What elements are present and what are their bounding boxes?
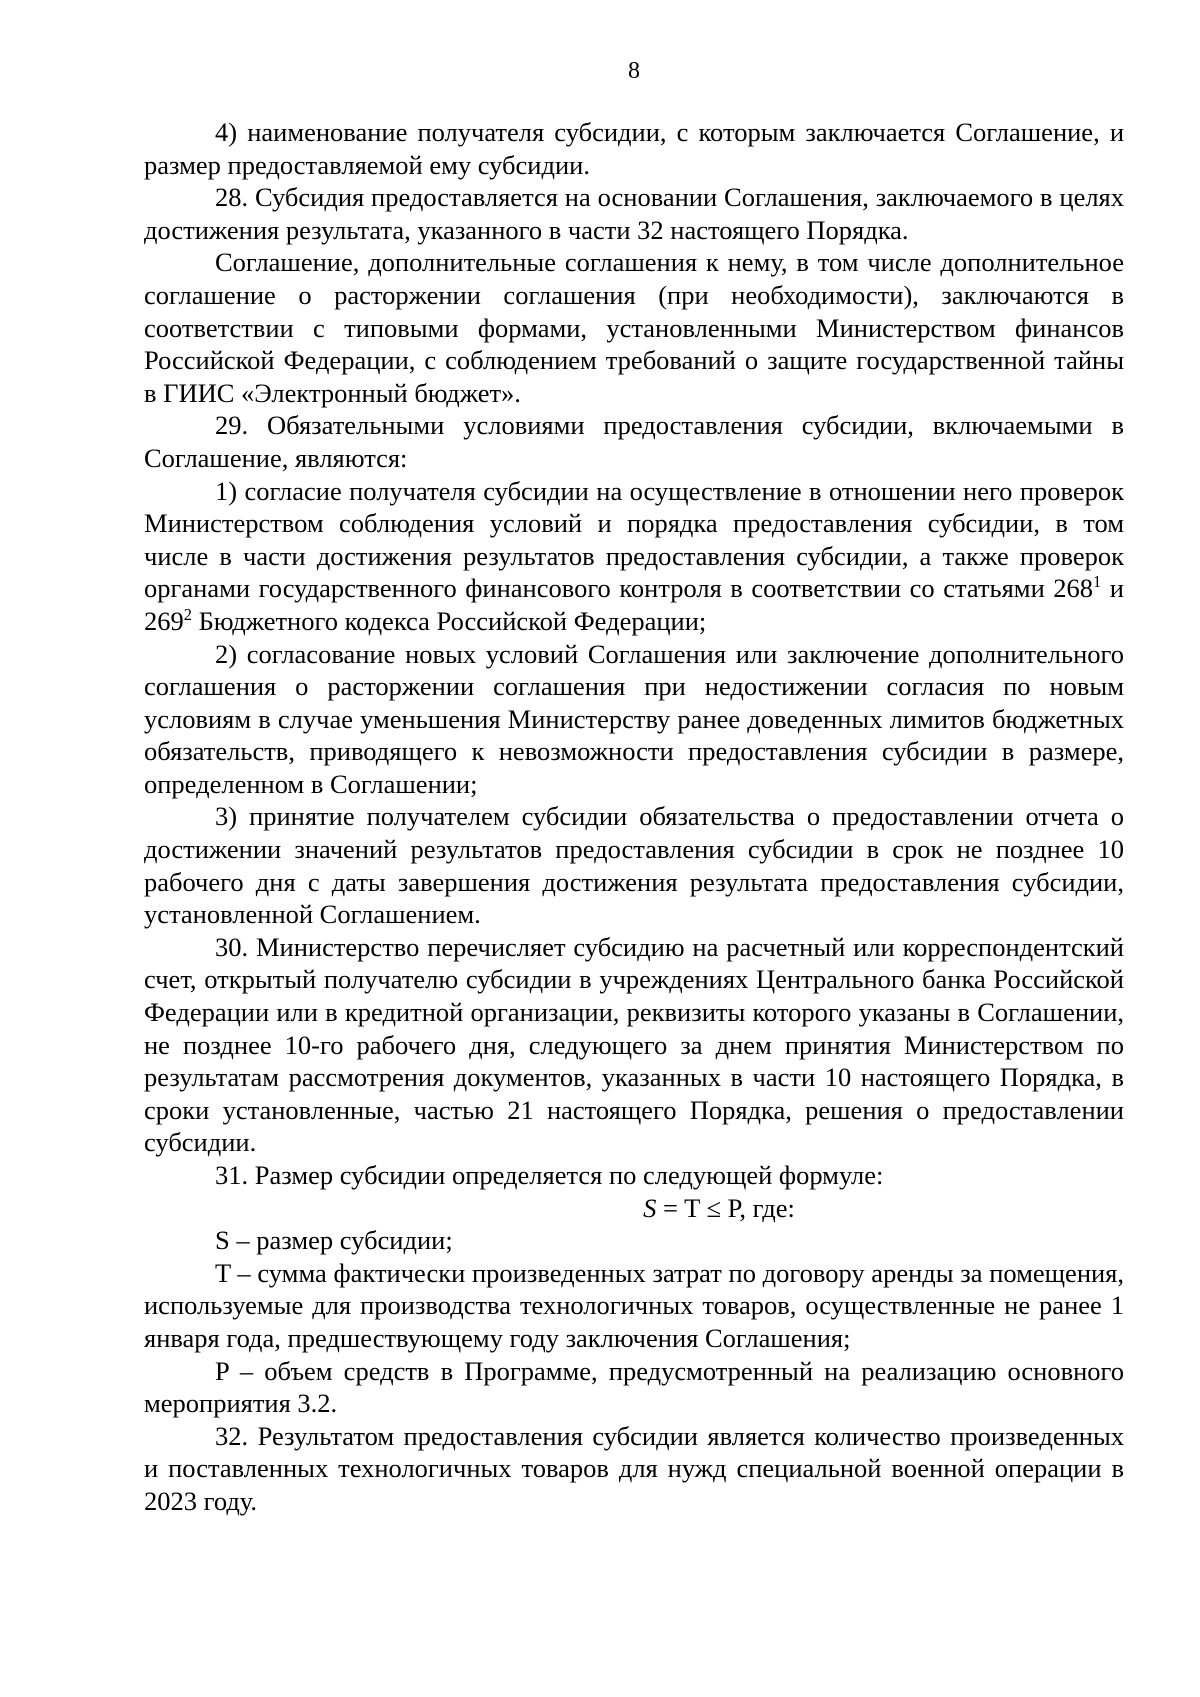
paragraph-28-agreement-forms: Соглашение, дополнительные соглашения к нему, в том числе дополнительное соглашение о расторжении соглашения (при необходимости), заключаются в соответствии с типовыми формами, установленными Министерством финансов Российской Федерации, с соблюдением требований о защите государственной тайны в ГИИС «Электронный бюджет». [144,247,1124,408]
paragraph-29-item-1-text-a: 1) согласие получателя субсидии на осуществление в отношении него проверок Министерством соблюдения условий и порядка предоставления субсидии, в том числе в части достижения результатов предоставления субсидии, а также проверок органами государственного финансового контроля в соответствии со статьями 268 [144,475,1124,604]
definition-s: S – размер субсидии; [215,1225,453,1256]
formula-suffix: , где: [739,1192,795,1223]
paragraph-29-item-1-text-c: Бюджетного кодекса Российской Федерации; [191,605,707,636]
definition-t: T – сумма фактически произведенных затрат по договору аренды за помещения, используемые для производства технологичных товаров, осуществленные не ранее 1 января года, предшествующему году заключения Соглашения; [144,1257,1124,1353]
definition-p: P – объем средств в Программе, предусмотренный на реализацию основного мероприятия 3.2. [144,1355,1124,1419]
document-page [144,0,1124,1697]
superscript-2: 2 [183,604,192,624]
paragraph-29-item-2: 2) согласование новых условий Соглашения или заключение дополнительного соглашения о расторжении соглашения при недостижении согласия по новым условиям в случае уменьшения Министерству ранее доведенных лимитов бюджетных обязательств, приводящего к невозможности предоставления субсидии в размере, определенном в Соглашении; [144,638,1124,799]
page-number: 8 [628,58,640,84]
paragraph-29-item-1 [144,475,1124,638]
formula-lhs: S [643,1192,657,1223]
document-body [144,116,1124,1518]
paragraph-29-item-1-text-b: и 269 [144,573,1124,636]
subsidy-formula [144,1192,1124,1225]
paragraph-item-4: 4) наименование получателя субсидии, с которым заключается Соглашение, и размер предоставляемой ему субсидии. [144,117,1124,180]
paragraph-31: 31. Размер субсидии определяется по следующей формуле: [215,1160,884,1190]
paragraph-29: 29. Обязательными условиями предоставления субсидии, включаемыми в Соглашение, являются: [144,410,1124,473]
paragraph-28: 28. Субсидия предоставляется на основании Соглашения, заключаемого в целях достижения результата, указанного в части 32 настоящего Порядка. [144,182,1124,245]
paragraph-32: 32. Результатом предоставления субсидии является количество произведенных и поставленных технологичных товаров для нужд специальной военной операции в 2023 году. [144,1420,1124,1516]
paragraph-30: 30. Министерство перечисляет субсидию на расчетный или корреспондентский счет, открытый получателю субсидии в учреждениях Центрального банка Российской Федерации или в кредитной организации, реквизиты которого указаны в Соглашении, не позднее 10-го рабочего дня, следующего за днем принятия Министерством по результатам рассмотрения документов, указанных в части 10 настоящего Порядка, в сроки установленные, частью 21 настоящего Порядка, решения о предоставлении субсидии. [144,931,1124,1158]
superscript-1: 1 [1093,572,1102,592]
formula-rhs: = T ≤ P [656,1192,740,1223]
paragraph-29-item-3: 3) принятие получателем субсидии обязательства о предоставлении отчета о достижении значений результатов предоставления субсидии в срок не позднее 10 рабочего дня с даты завершения достижения результата предоставления субсидии, установленной Соглашением. [144,801,1124,930]
